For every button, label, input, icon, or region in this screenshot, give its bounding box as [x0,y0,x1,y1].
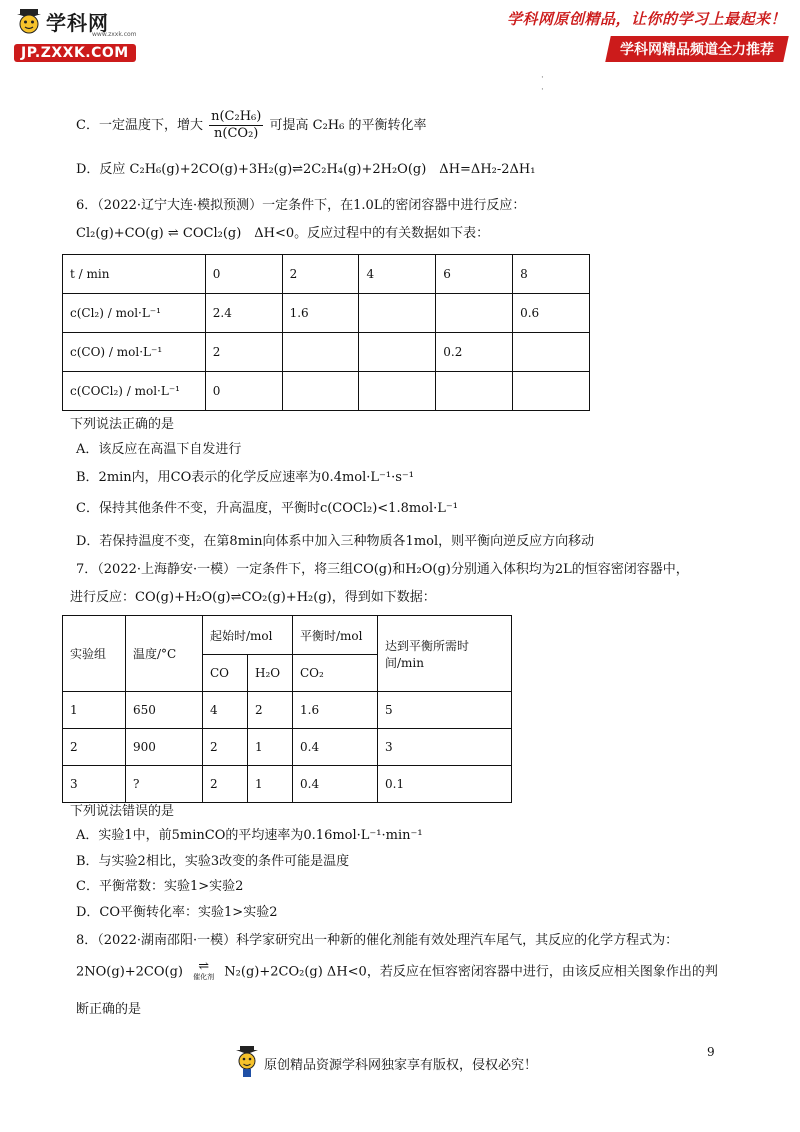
table-cell: 2 [203,766,248,803]
q6-reaction: Cl₂(g)+CO(g) ⇌ COCl₂(g) ΔH<0。反应过程中的有关数据如下表： [76,226,490,241]
table-cell: 0.6 [513,294,590,333]
logo-subtitle: www.zxxk.com [92,31,137,38]
table-cell [436,294,513,333]
table-cell: 2.4 [205,294,282,333]
q8-reaction-left: 2NO(g)+2CO(g) [76,964,184,980]
header-h2o: H₂O [248,655,293,692]
table-cell: 5 [378,692,512,729]
table-row [63,372,590,411]
option-c-mid: 可提高 [269,118,309,133]
table-cell: c(CO) / mol·L⁻¹ [63,333,206,372]
table-cell: 4 [203,692,248,729]
header-time: 达到平衡所需时间/min [378,616,512,692]
table-cell: 2 [282,255,359,294]
q7-data-table [62,615,512,803]
table-cell: 0 [205,255,282,294]
table-cell: 4 [359,255,436,294]
q7-intro: 7．（2022·上海静安·一模）一定条件下，将三组CO(g)和H₂O(g)分别通入体积均为2L的恒容密闭容器中， [76,562,689,577]
table-cell: t / min [63,255,206,294]
table-cell: 0.2 [436,333,513,372]
table-cell [359,372,436,411]
prev-option-d: D．反应 C₂H₆(g)+2CO(g)+3H₂(g)⇌2C₂H₄(g)+2H₂O(g) ΔH=ΔH₂-2ΔH₁ [76,162,536,177]
q6-stem: 下列说法正确的是 [70,417,175,432]
q7-reaction: 进行反应：CO(g)+H₂O(g)⇌CO₂(g)+H₂(g)，得到如下数据： [70,590,436,605]
q7-stem: 下列说法错误的是 [70,804,175,819]
table-row [63,333,590,372]
table-cell: 0.4 [293,729,378,766]
table-cell: 6 [436,255,513,294]
table-cell [359,294,436,333]
table-cell: 1 [248,766,293,803]
table-cell: 3 [378,729,512,766]
table-cell: 0.1 [378,766,512,803]
q8-reaction [76,959,718,983]
table-row [63,729,512,766]
table-row [63,692,512,729]
corner-marks: · · [541,73,544,95]
fraction-denominator: n(CO₂) [214,126,259,141]
header-eq: 平衡时/mol [293,616,378,655]
equilibrium-arrow-icon: ⇌ [198,959,210,974]
table-cell [513,372,590,411]
logo-url[interactable]: JP.ZXXK.COM [14,44,136,62]
table-cell [513,333,590,372]
option-c-prefix: C．一定温度下，增大 [76,118,203,133]
q7-option-c: C．平衡常数：实验1>实验2 [76,879,244,894]
q6-option-c: C．保持其他条件不变，升高温度，平衡时c(COCl₂)<1.8mol·L⁻¹ [76,501,459,516]
prev-option-c [76,106,427,146]
table-header-row [63,616,512,655]
table-cell [359,333,436,372]
q8-reaction-right: N₂(g)+2CO₂(g) ΔH<0，若反应在恒容密闭容器中进行，由该反应相关图象作出的判 [224,964,718,980]
header-group: 实验组 [63,616,126,692]
header-slogan: 学科网原创精品，让你的学习上最起来！ [506,10,786,28]
table-cell: 8 [513,255,590,294]
q6-option-d: D．若保持温度不变，在第8min向体系中加入三种物质各1mol，则平衡向逆反应方向移动 [76,534,595,549]
q6-option-a: A．该反应在高温下自发进行 [76,442,242,457]
table-row [63,255,590,294]
logo-name: 学科网 [46,10,109,35]
table-cell: 2 [205,333,282,372]
table-cell: 2 [248,692,293,729]
table-cell: 3 [63,766,126,803]
q6-data-table [62,254,590,411]
table-row [63,766,512,803]
table-cell: 900 [126,729,203,766]
header-banner [605,36,789,62]
table-cell: 0.4 [293,766,378,803]
table-cell: 1 [248,729,293,766]
q7-option-b: B．与实验2相比，实验3改变的条件可能是温度 [76,854,350,869]
mascot-icon [14,6,44,36]
table-cell: c(COCl₂) / mol·L⁻¹ [63,372,206,411]
header-temp: 温度/°C [126,616,203,692]
banner-text: 学科网精品频道全力推荐 [620,42,774,58]
catalyst-arrow [193,959,215,982]
q7-option-a: A．实验1中，前5minCO的平均速率为0.16mol·L⁻¹·min⁻¹ [76,828,423,843]
table-cell: 1.6 [282,294,359,333]
q8-intro: 8．（2022·湖南邵阳·一模）科学家研究出一种新的催化剂能有效处理汽车尾气，其反应的化学方程式为： [76,933,679,948]
mascot-icon [234,1044,260,1078]
table-cell: 0 [205,372,282,411]
ratio-fraction [209,109,263,142]
table-cell: 650 [126,692,203,729]
site-logo[interactable] [14,6,160,62]
table-cell: c(Cl₂) / mol·L⁻¹ [63,294,206,333]
fraction-numerator: n(C₂H₆) [211,109,262,124]
copyright-notice: 原创精品资源学科网独家享有版权，侵权必究！ [264,1058,538,1073]
table-cell: 2 [203,729,248,766]
table-cell: ? [126,766,203,803]
header-co2: CO₂ [293,655,378,692]
q7-option-d: D．CO平衡转化率：实验1>实验2 [76,905,278,920]
q6-intro: 6．（2022·辽宁大连·模拟预测）一定条件下，在1.0L的密闭容器中进行反应： [76,198,526,213]
table-cell: 1.6 [293,692,378,729]
option-c-suffix: 的平衡转化率 [348,118,427,133]
table-cell [282,333,359,372]
q6-option-b: B．2min内，用CO表示的化学反应速率为0.4mol·L⁻¹·s⁻¹ [76,470,414,485]
catalyst-label: 催化剂 [193,973,215,981]
q8-continuation: 断正确的是 [76,1002,142,1017]
option-c-species: C₂H₆ [312,118,345,133]
table-cell: 2 [63,729,126,766]
table-cell [282,372,359,411]
table-cell [436,372,513,411]
header-co: CO [203,655,248,692]
page-number: 9 [707,1045,715,1059]
header-start: 起始时/mol [203,616,293,655]
table-cell: 1 [63,692,126,729]
table-row [63,294,590,333]
